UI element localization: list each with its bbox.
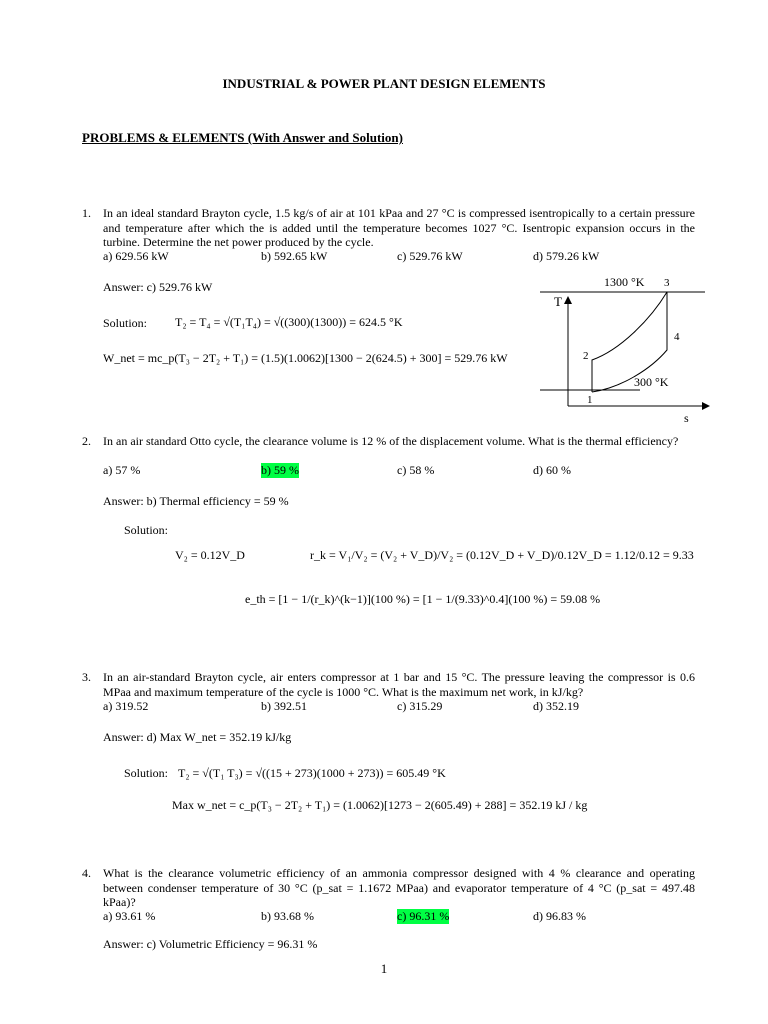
problem-2-equation-compression-ratio: r_k = V₁/V₂ = (V₂ + V_D)/V₂ = (0.12V_D + V_D)/0.12V_D = 1.12/0.12 = 9.33 (310, 548, 694, 562)
problem-3-answer: Answer: d) Max W_net = 352.19 kJ/kg (103, 730, 292, 744)
s-axis-arrow (702, 402, 710, 410)
problem-1-option-a: a) 629.56 kW (103, 249, 169, 263)
problem-2-question: In an air standard Otto cycle, the clearance volume is 12 % of the displacement volume. What is the thermal efficiency? (103, 434, 679, 448)
page-title: INDUSTRIAL & POWER PLANT DESIGN ELEMENTS (222, 76, 546, 91)
problem-2-option-d: d) 60 % (533, 463, 571, 477)
problem-3-equation-temperature: T₂ = √(T₁ T₃) = √((15 + 273)(1000 + 273)) = 605.49 °K (178, 766, 446, 780)
low-temperature-label: 300 °K (634, 375, 669, 389)
problem-2-option-b: b) 59 % (261, 463, 299, 477)
problem-4-option-a: a) 93.61 % (103, 909, 156, 923)
problem-1-question: In an ideal standard Brayton cycle, 1.5 kg/s of air at 101 kPaa and 27 °C is compressed isentropically to a certain pressure and temperature after which the is added until the temperature becomes 1027 °C. Isentropic expansion occurs in the turbine. Determine the net power produced by the cycle. (103, 206, 695, 249)
problem-1-option-d: d) 579.26 kW (533, 249, 600, 263)
t-axis-label: T (554, 294, 562, 309)
high-temperature-label: 1300 °K (604, 275, 645, 289)
point-1-label: 1 (587, 394, 593, 406)
problem-3-option-d: d) 352.19 (533, 699, 579, 713)
point-4-label: 4 (674, 331, 680, 343)
problem-4-question: What is the clearance volumetric efficiency of an ammonia compressor designed with 4 % clearance and operating between condenser temperature of 30 °C (p_sat = 1.1672 MPaa) and evaporator temperature of 4 °C (p_sat = 497.48 kPaa)? (103, 866, 695, 909)
problem-1-answer: Answer: c) 529.76 kW (103, 280, 213, 294)
s-axis-label: s (684, 411, 689, 425)
problem-4-option-b: b) 93.68 % (261, 909, 314, 923)
problem-2-option-c: c) 58 % (397, 463, 435, 477)
problem-2-equation-efficiency: e_th = [1 − 1/(r_k)^(k−1)](100 %) = [1 − 1/(9.33)^0.4](100 %) = 59.08 % (245, 592, 601, 606)
problem-1-option-c: c) 529.76 kW (397, 249, 463, 263)
problem-1-equation-net-power: W_net = mc_p(T₃ − 2T₂ + T₁) = (1.5)(1.0062)[1300 − 2(624.5) + 300] = 529.76 kW (103, 351, 508, 365)
problem-4-option-c: c) 96.31 % (397, 909, 450, 923)
problem-2-equation-v2: V₂ = 0.12V_D (175, 548, 245, 562)
problem-3-question: In an air-standard Brayton cycle, air enters compressor at 1 bar and 15 °C. The pressure leaving the compressor is 0.6 MPaa and maximum temperature of the cycle is 1000 °C. What is the maximum net work, in kJ/kg? (103, 670, 695, 699)
point-3-label: 3 (664, 277, 670, 289)
problem-2-solution-label: Solution: (124, 523, 169, 537)
problem-3-solution-label: Solution: (124, 766, 169, 780)
problem-4-option-d: d) 96.83 % (533, 909, 586, 923)
problem-3-option-c: c) 315.29 (397, 699, 443, 713)
problem-3-equation-max-work: Max w_net = c_p(T₃ − 2T₂ + T₁) = (1.0062)[1273 − 2(605.49) + 288] = 352.19 kJ / kg (172, 798, 588, 812)
problem-4-answer: Answer: c) Volumetric Efficiency = 96.31 % (103, 937, 318, 951)
page-number: 1 (380, 961, 388, 976)
problem-3-option-a: a) 319.52 (103, 699, 149, 713)
point-2-label: 2 (583, 350, 589, 362)
t-axis-arrow (564, 296, 572, 304)
problem-4-number: 4. (82, 866, 91, 880)
problem-3-number: 3. (82, 670, 91, 684)
ts-diagram (540, 270, 720, 430)
problem-1-solution-label: Solution: (103, 316, 148, 330)
problem-3-option-b: b) 392.51 (261, 699, 307, 713)
problem-2-number: 2. (82, 434, 91, 448)
problem-2-option-a: a) 57 % (103, 463, 141, 477)
problem-1-number: 1. (82, 206, 91, 220)
problem-1-option-b: b) 592.65 kW (261, 249, 328, 263)
problem-2-answer: Answer: b) Thermal efficiency = 59 % (103, 494, 289, 508)
problem-1-equation-temperature: T₂ = T₄ = √(T₁T₄) = √((300)(1300)) = 624.5 °K (175, 315, 403, 329)
section-subtitle: PROBLEMS & ELEMENTS (With Answer and Solution) (82, 130, 403, 145)
